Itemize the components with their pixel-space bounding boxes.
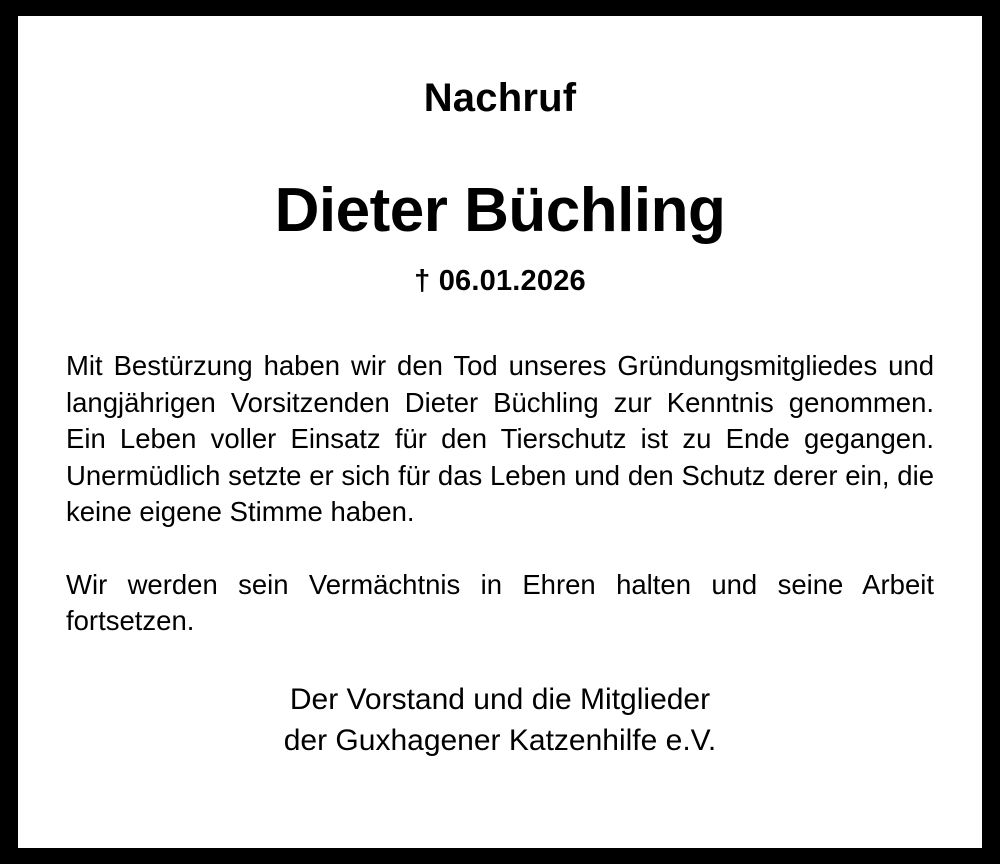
notice-body [66,298,934,640]
obituary-card [18,16,982,848]
signature-line-1: Der Vorstand und die Mitglieder [289,683,711,717]
death-date: † 06.01.2026 [414,265,586,298]
notice-heading: Nachruf [423,76,577,120]
notice-paragraph-2: Wir werden sein Vermächtnis in Ehren halten und seine Arbeit fortsetzen. [66,568,934,637]
signature-line-2: der Guxhagener Katzenhilfe e.V. [283,724,717,758]
notice-paragraph-1: Mit Bestürzung haben wir den Tod unseres Gründungsmitgliedes und langjährigen Vorsitzenden Dieter Büchling zur Kenntnis genommen. Ein Leben voller Einsatz für den Tierschutz ist zu Ende gegangen. Unermüdlich setzte er sich für das Leben und den Schutz derer ein, die keine eigene Stimme haben. [66,350,934,528]
deceased-name: Dieter Büchling [274,176,726,245]
notice-signature [284,680,717,820]
